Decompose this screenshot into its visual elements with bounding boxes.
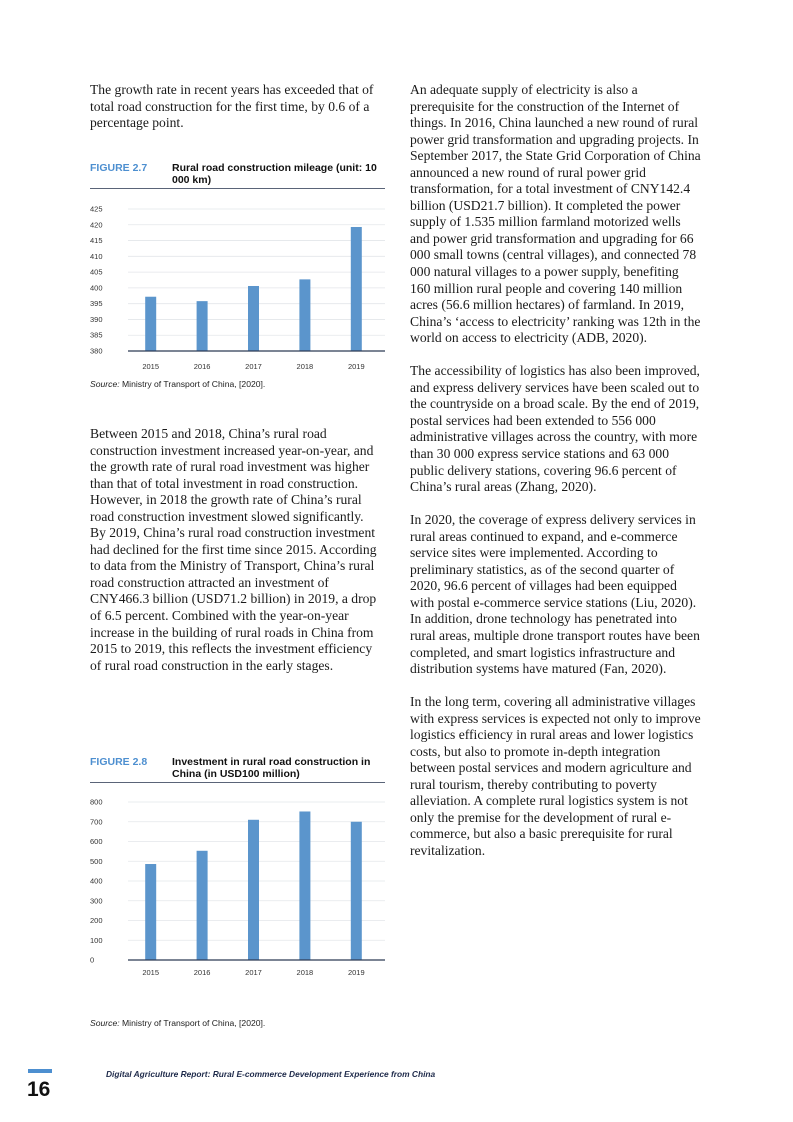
left-column-body xyxy=(90,426,382,691)
y-tick-label: 600 xyxy=(90,837,103,846)
x-tick-label: 2017 xyxy=(245,362,262,371)
bar-2017 xyxy=(248,286,259,351)
y-tick-label: 400 xyxy=(90,283,103,293)
source-text: Ministry of Transport of China, [2020]. xyxy=(119,1018,266,1028)
figure-2-7-header xyxy=(90,162,385,189)
y-tick-label: 395 xyxy=(90,299,103,309)
figure-title: Investment in rural road construction in China (in USD100 million) xyxy=(172,756,371,780)
x-tick-label: 2018 xyxy=(296,362,314,371)
bar-2016 xyxy=(197,301,208,351)
right-column xyxy=(410,82,702,876)
figure-2-8-header xyxy=(90,756,385,783)
x-tick-label: 2019 xyxy=(347,968,365,977)
x-tick-label: 2016 xyxy=(193,968,211,977)
y-tick-label: 420 xyxy=(90,220,103,230)
y-tick-label: 700 xyxy=(90,817,103,827)
y-tick-label: 0 xyxy=(90,955,95,965)
figure-2-8-source xyxy=(90,1018,265,1028)
y-tick-label: 300 xyxy=(90,896,103,906)
paragraph: Between 2015 and 2018, China’s rural road construction investment increased year-on-year, and the growth rate of rural road investment was higher than that of total investment in road construction. However, in 2018 the growth rate of China’s rural road construction investment slowed significantly. By 2019, China’s rural road construction investment had declined for the first time since 2015. According to data from the Ministry of Transport, China’s rural road construction attracted an investment of CNY466.3 billion (USD71.2 billion) in 2019, a drop of 6.5 percent. Combined with the year-on-year increase in the building of rural roads in China from 2015 to 2019, this reflects the investment efficiency of rural road construction in the early stages. xyxy=(90,426,377,673)
x-tick-label: 2015 xyxy=(142,968,160,977)
bar-2015 xyxy=(145,864,156,960)
x-tick-label: 2019 xyxy=(347,362,365,371)
source-label: Source: xyxy=(90,1018,120,1028)
y-tick-label: 200 xyxy=(90,916,103,925)
y-tick-label: 410 xyxy=(90,251,103,261)
figure-label: FIGURE 2.8 xyxy=(90,756,148,768)
y-tick-label: 100 xyxy=(90,935,103,945)
bar-2019 xyxy=(351,227,362,351)
bar-2019 xyxy=(351,822,362,960)
bar-2015 xyxy=(145,297,156,351)
figure-label: FIGURE 2.7 xyxy=(90,162,148,174)
bar-2018 xyxy=(299,279,310,351)
y-tick-label: 800 xyxy=(90,797,103,807)
bar-2017 xyxy=(248,820,259,960)
paragraph: An adequate supply of electricity is also a prerequisite for the construction of the Internet of things. In 2016, China launched a new round of rural power grid transformation and upgrading projects. In September 2017, the State Grid Corporation of China announced a new round of rural power grid transformation, for a total investment of CNY142.4 billion (USD21.7 billion). It completed the power supply of 1.535 million farmland motorized wells and power grid transformation and upgrading for 66 000 small towns (central villages), and connected 78 000 natural villages to a power supply, benefiting 160 million rural people and covering 140 million acres (56.6 million hectares) of farmland. In 2019, China’s ‘access to electricity’ ranking was 12th in the world on access to electricity (ADB, 2020). xyxy=(410,82,701,346)
x-tick-label: 2018 xyxy=(296,968,314,977)
y-tick-label: 425 xyxy=(90,204,103,214)
x-tick-label: 2016 xyxy=(193,362,211,371)
bar-2018 xyxy=(299,811,310,960)
y-tick-label: 405 xyxy=(90,267,103,277)
y-tick-label: 400 xyxy=(90,876,103,886)
y-tick-label: 415 xyxy=(90,236,103,246)
figure-2-8-chart xyxy=(85,792,390,987)
running-title: Digital Agriculture Report: Rural E-commerce Development Experience from China xyxy=(106,1069,436,1079)
figure-title: Rural road construction mileage (unit: 10 000 km) xyxy=(172,162,377,186)
x-tick-label: 2017 xyxy=(245,968,262,977)
paragraph: In the long term, covering all administrative villages with express services is expected not only to improve logistics efficiency in rural areas and lower logistics costs, but also to promote in-depth integration between postal services and modern agriculture and rural tourism, thereby contributing to poverty alleviation. A complete rural logistics system is not only the premise for the development of rural e-commerce, but also a basic prerequisite for rural revitalization. xyxy=(410,694,701,859)
figure-2-7-source xyxy=(90,379,265,389)
y-tick-label: 385 xyxy=(90,330,103,340)
paragraph: In 2020, the coverage of express delivery services in rural areas continued to expand, and e-commerce service sites were implemented. According to preliminary statistics, as of the second quarter of 2020, 96.6 percent of villages had been equipped with postal e-commerce service stations (Liu, 2020). In addition, drone technology has penetrated into rural areas, multiple drone transport routes have been completed, and smart logistics infrastructure and distribution systems have matured (Fan, 2020). xyxy=(410,512,700,677)
left-column-top xyxy=(90,82,382,148)
source-text: Ministry of Transport of China, [2020]. xyxy=(119,379,266,389)
page-number: 16 xyxy=(27,1078,51,1101)
bar-2016 xyxy=(197,851,208,960)
page-number-accent-bar xyxy=(28,1069,52,1073)
source-label: Source: xyxy=(90,379,120,389)
y-tick-label: 380 xyxy=(90,346,103,356)
y-tick-label: 500 xyxy=(90,856,103,866)
paragraph: The accessibility of logistics has also been improved, and express delivery services have been scaled out to the countryside on a broad scale. By the end of 2019, postal services had been extended to 556 000 administrative villages across the country, with more than 30 000 express service stations and 63 000 public delivery stations, covering 96.6 percent of China’s rural areas (Zhang, 2020). xyxy=(410,363,700,495)
figure-2-7-chart xyxy=(85,198,390,373)
x-tick-label: 2015 xyxy=(142,362,160,371)
intro-paragraph: The growth rate in recent years has exceeded that of total road construction for the first time, by 0.6 of a percentage point. xyxy=(90,82,374,131)
y-tick-label: 390 xyxy=(90,314,103,324)
